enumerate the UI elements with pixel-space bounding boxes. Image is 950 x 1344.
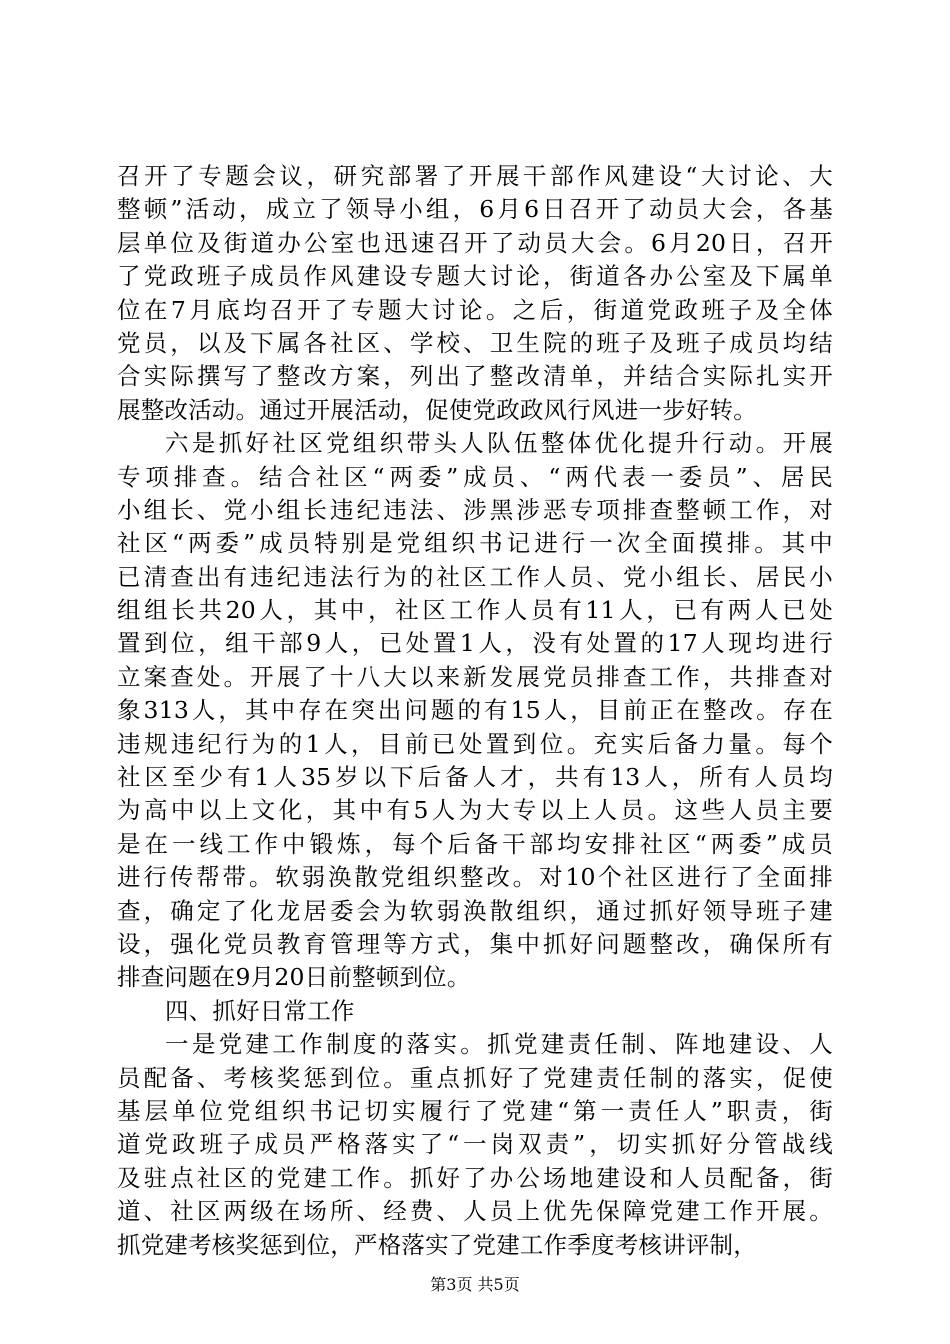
text-line: 展整改活动。通过开展活动，促使党政政风行风进一步好转。	[117, 395, 757, 424]
text-line: 合实际撰写了整改方案，列出了整改清单，并结合实际扎实开	[117, 362, 833, 391]
text-line: 专项排查。结合社区“两委”成员、“两代表一委员”、居民	[117, 462, 833, 491]
text-line: 道、社区两级在场所、经费、人员上优先保障党建工作开展。	[117, 1197, 833, 1226]
text-line: 一是党建工作制度的落实。抓党建责任制、阵地建设、人	[165, 1030, 833, 1059]
page-footer: 第3页 共5页	[430, 1275, 520, 1294]
text-line: 象313人，其中存在突出问题的有15人，目前正在整改。存在	[117, 696, 833, 725]
text-line: 组组长共20人，其中，社区工作人员有11人，已有两人已处	[117, 596, 833, 625]
text-line: 查，确定了化龙居委会为软弱涣散组织，通过抓好领导班子建	[117, 896, 833, 925]
text-line: 基层单位党组织书记切实履行了党建“第一责任人”职责，街	[117, 1096, 833, 1125]
text-line: 是在一线工作中锻炼，每个后备干部均安排社区“两委”成员	[117, 829, 833, 858]
text-line: 了党政班子成员作风建设专题大讨论，街道各办公室及下属单	[117, 262, 833, 291]
text-line: 及驻点社区的党建工作。抓好了办公场地建设和人员配备，街	[117, 1163, 833, 1192]
text-line: 小组长、党小组长违纪违法、涉黑涉恶专项排查整顿工作，对	[117, 495, 833, 524]
text-line: 已清查出有违纪违法行为的社区工作人员、党小组长、居民小	[117, 562, 833, 591]
text-line: 位在7月底均召开了专题大讨论。之后，街道党政班子及全体	[117, 295, 833, 324]
paragraph	[117, 995, 833, 1028]
text-line: 违规违纪行为的1人，目前已处置到位。充实后备力量。每个	[117, 729, 833, 758]
text-line: 社区至少有1人35岁以下后备人才，共有13人，所有人员均	[117, 763, 833, 792]
paragraph	[117, 427, 833, 995]
text-line: 整顿”活动，成立了领导小组，6月6日召开了动员大会，各基	[117, 195, 833, 224]
text-line: 设，强化党员教育管理等方式，集中抓好问题整改，确保所有	[117, 929, 833, 958]
text-line: 员配备、考核奖惩到位。重点抓好了党建责任制的落实，促使	[117, 1063, 833, 1092]
text-line: 层单位及街道办公室也迅速召开了动员大会。6月20日，召开	[117, 228, 833, 257]
text-line: 召开了专题会议，研究部署了开展干部作风建设“大讨论、大	[117, 162, 833, 190]
text-line: 置到位，组干部9人，已处置1人，没有处置的17人现均进行	[117, 629, 833, 658]
text-line: 为高中以上文化，其中有5人为大专以上人员。这些人员主要	[117, 796, 833, 825]
paragraph	[117, 160, 833, 427]
text-line: 进行传帮带。软弱涣散党组织整改。对10个社区进行了全面排	[117, 863, 833, 892]
text-line: 社区“两委”成员特别是党组织书记进行一次全面摸排。其中	[117, 529, 833, 558]
text-line: 道党政班子成员严格落实了“一岗双责”，切实抓好分管战线	[117, 1130, 833, 1159]
text-line: 党员，以及下属各社区、学校、卫生院的班子及班子成员均结	[117, 328, 833, 357]
text-line: 排查问题在9月20日前整顿到位。	[117, 963, 471, 992]
text-line: 四、抓好日常工作	[165, 996, 355, 1025]
document-body	[117, 160, 833, 1262]
text-line: 抓党建考核奖惩到位，严格落实了党建工作季度考核讲评制，	[117, 1230, 757, 1259]
text-line: 六是抓好社区党组织带头人队伍整体优化提升行动。开展	[165, 429, 833, 458]
paragraph	[117, 1028, 833, 1262]
text-line: 立案查处。开展了十八大以来新发展党员排查工作，共排查对	[117, 662, 833, 691]
